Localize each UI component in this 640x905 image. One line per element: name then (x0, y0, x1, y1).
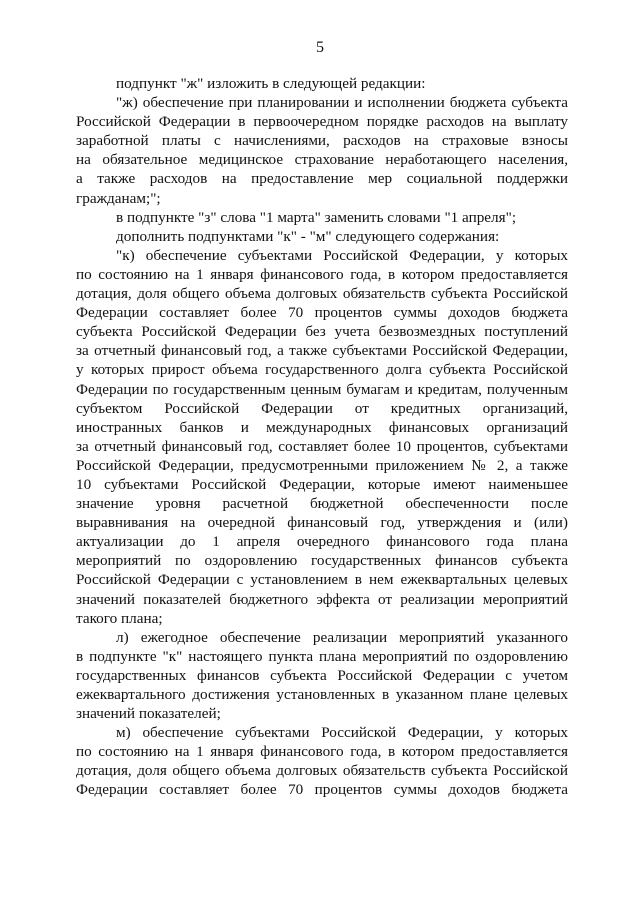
text-line: государственных финансов субъекта Российской Федерации с учетом (76, 666, 568, 684)
text-line: а также расходов на предоставление мер социальной поддержки (76, 170, 568, 188)
text-line: субъектом Российской Федерации от кредитных организаций, (76, 399, 568, 417)
text-line: такого плана; (76, 609, 163, 627)
text-line: в подпункте "к" настоящего пункта плана мероприятий по оздоровлению (76, 647, 568, 665)
text-line: Российской Федерации в первоочередном порядке расходов на выплату (76, 113, 568, 131)
text-line: мероприятий по оздоровлению государственных финансов субъекта (76, 552, 568, 570)
text-line: значений показателей бюджетного эффекта от реализации мероприятий (76, 590, 568, 608)
text-line: м) обеспечение субъектами Российской Федерации, у которых (116, 724, 568, 742)
text-line: за отчетный финансовый год, а также субъектами Российской Федерации, (76, 342, 568, 360)
text-line: Федерации по государственным ценным бумагам и кредитам, полученным (76, 380, 568, 398)
text-line: Российской Федерации, предусмотренными приложением № 2, а также (76, 456, 568, 474)
body-text (76, 74, 568, 800)
text-line: выравнивания на очередной финансовый год, утверждения и (или) (76, 514, 568, 532)
text-line: Федерации составляет более 70 процентов суммы доходов бюджета (76, 304, 568, 322)
text-line: "к) обеспечение субъектами Российской Федерации, у которых (116, 246, 568, 264)
text-line: Федерации составляет более 70 процентов суммы доходов бюджета (76, 781, 568, 799)
text-line: гражданам;"; (76, 189, 161, 207)
text-line: у которых прирост объема государственного долга субъекта Российской (76, 361, 568, 379)
text-line: Российской Федерации с установлением в нем ежеквартальных целевых (76, 571, 568, 589)
text-line: значение уровня расчетной бюджетной обеспеченности после (76, 495, 568, 513)
text-line: л) ежегодное обеспечение реализации мероприятий указанного (116, 628, 568, 646)
text-line: по состоянию на 1 января финансового года, в котором предоставляется (76, 743, 568, 761)
text-line: в подпункте "з" слова "1 марта" заменить словами "1 апреля"; (116, 208, 517, 226)
text-line: дотация, доля общего объема долговых обязательств субъекта Российской (76, 285, 568, 303)
text-line: дополнить подпунктами "к" - "м" следующего содержания: (116, 227, 500, 245)
text-line: ежеквартального достижения установленных в указанном плане целевых (76, 686, 568, 703)
text-line: субъекта Российской Федерации без учета безвозмездных поступлений (76, 323, 568, 341)
text-line: 10 субъектами Российской Федерации, которые имеют наименьшее (76, 475, 568, 493)
page-number: 5 (316, 39, 324, 56)
text-line: актуализации до 1 апреля очередного финансового года плана (76, 533, 568, 551)
text-line: по состоянию на 1 января финансового года, в котором предоставляется (76, 265, 568, 283)
text-line: значений показателей; (76, 705, 221, 723)
text-line: на обязательное медицинское страхование неработающего населения, (76, 151, 568, 169)
text-line: заработной платы с начислениями, расходов на страховые взносы (76, 132, 568, 150)
text-line: подпункт "ж" изложить в следующей редакции: (116, 75, 426, 92)
text-line: за отчетный финансовый год, составляет более 10 процентов, субъектами (76, 437, 568, 455)
text-line: "ж) обеспечение при планировании и исполнении бюджета субъекта (116, 94, 568, 112)
text-line: дотация, доля общего объема долговых обязательств субъекта Российской (76, 762, 568, 780)
text-line: иностранных банков и международных финансовых организаций (76, 418, 568, 436)
